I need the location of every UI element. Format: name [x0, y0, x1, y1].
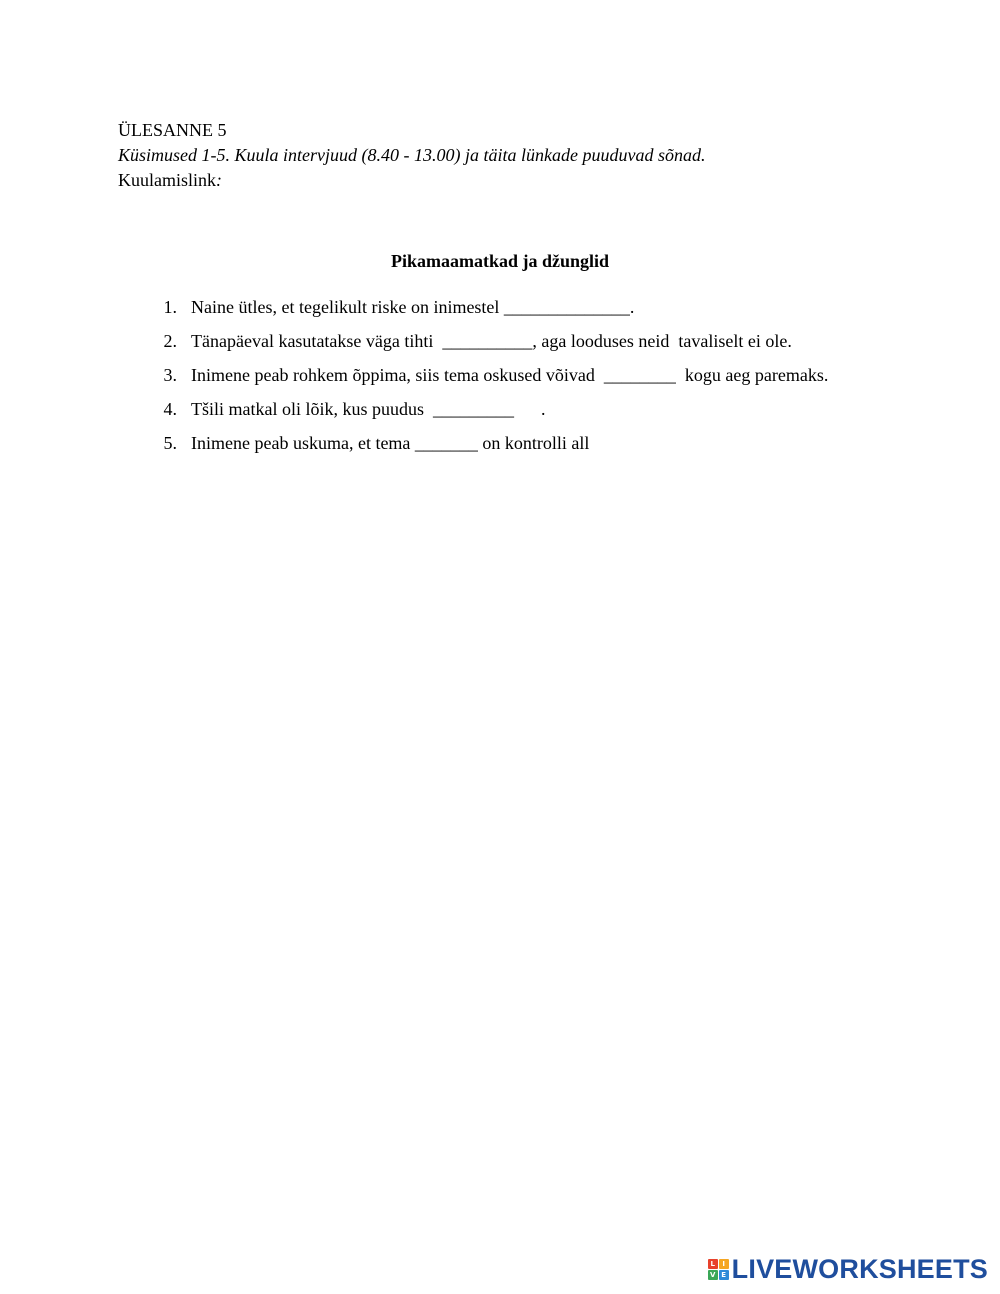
- task-header: [118, 118, 705, 193]
- logo-block: V: [708, 1270, 718, 1280]
- question-text: Naine ütles, et tegelikult riske on inimestel ______________.: [191, 297, 635, 317]
- listening-link-colon: :: [216, 170, 222, 190]
- logo-block: E: [719, 1270, 729, 1280]
- listening-link-line: [118, 168, 705, 193]
- logo-blocks-icon: [708, 1259, 729, 1280]
- question-number: 1.: [163, 297, 177, 317]
- question-item: [140, 431, 828, 465]
- worksheet-title: Pikamaamatkad ja džunglid: [390, 251, 610, 271]
- question-number: 5.: [163, 433, 177, 453]
- question-item: [140, 363, 828, 397]
- question-text: Tšili matkal oli lõik, kus puudus _________ .: [191, 399, 546, 419]
- question-list: [140, 295, 828, 465]
- question-text: Inimene peab rohkem õppima, siis tema oskused võivad ________ kogu aeg paremaks.: [191, 365, 829, 385]
- question-item: [140, 397, 828, 431]
- logo-text: LIVEWORKSHEETS: [731, 1253, 988, 1284]
- logo-block: I: [719, 1259, 729, 1269]
- question-text: Tänapäeval kasutatakse väga tihti __________, aga looduses neid tavaliselt ei ole.: [191, 331, 792, 351]
- question-text: Inimene peab uskuma, et tema _______ on kontrolli all: [191, 433, 590, 453]
- liveworksheets-logo: [708, 1254, 988, 1284]
- question-number: 2.: [163, 331, 177, 351]
- logo-block: L: [708, 1259, 718, 1269]
- task-label: ÜLESANNE 5: [118, 120, 227, 140]
- question-item: [140, 295, 828, 329]
- question-item: [140, 329, 828, 363]
- listening-link-label[interactable]: Kuulamislink: [118, 170, 216, 190]
- question-number: 4.: [163, 399, 177, 419]
- question-number: 3.: [163, 365, 177, 385]
- task-instructions: Küsimused 1-5. Kuula intervjuud (8.40 - 13.00) ja täita lünkade puuduvad sõnad.: [118, 145, 706, 165]
